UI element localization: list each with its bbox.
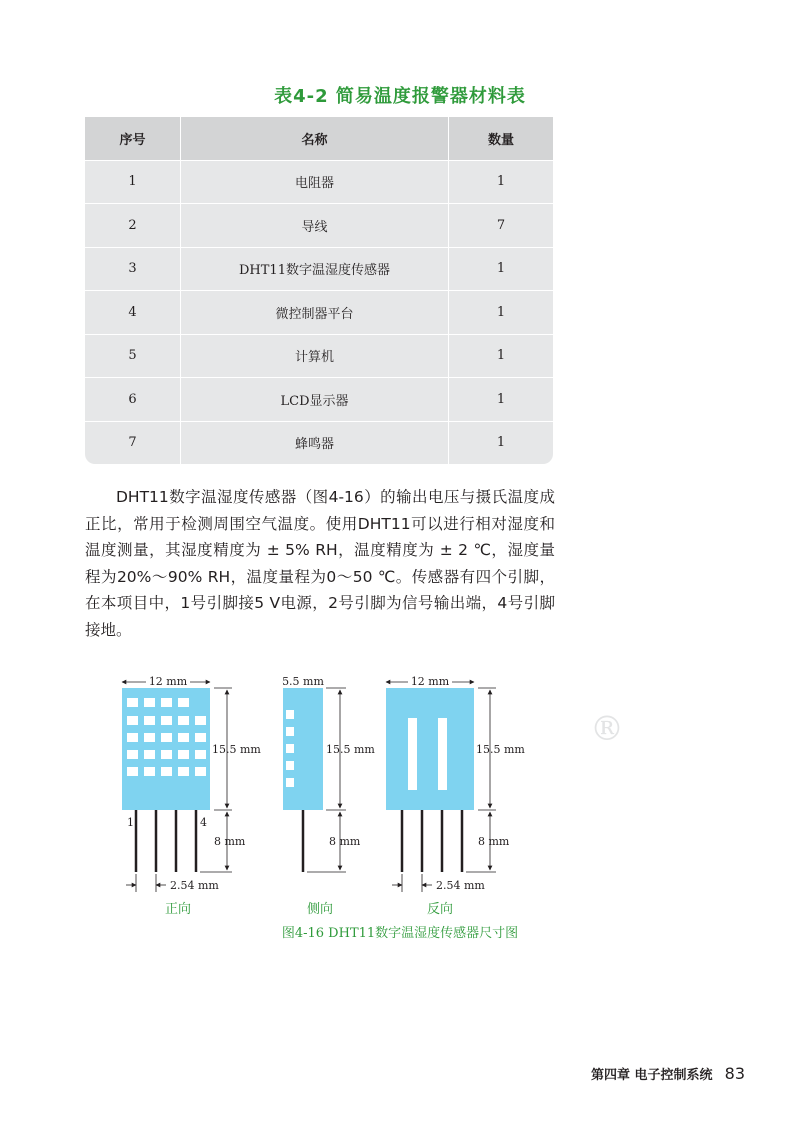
registered-mark-watermark: ® xyxy=(590,709,624,749)
front-pitch-label: 2.54 mm xyxy=(170,879,219,892)
cell-qty: 7 xyxy=(496,217,506,233)
table-row xyxy=(85,377,553,421)
figure-caption: 图4-16 DHT11数字温湿度传感器尺寸图 xyxy=(281,926,519,941)
side-pin-length-label: 8 mm xyxy=(329,835,361,848)
page-number: 83 xyxy=(724,1064,745,1083)
table-title: 表4-2 简易温度报警器材料表 xyxy=(274,86,526,107)
cell-index: 2 xyxy=(128,217,137,233)
cell-index: 1 xyxy=(128,174,137,190)
cell-qty: 1 xyxy=(496,261,506,277)
table-row xyxy=(85,290,553,334)
cell-qty: 1 xyxy=(496,435,506,451)
cell-name: 电阻器 xyxy=(180,161,449,204)
cell-name: DHT11数字温湿度传感器 xyxy=(180,248,449,291)
body-paragraph: DHT11数字温湿度传感器（图4-16）的输出电压与摄氏温度成正比，常用于检测周围空气温度。使用DHT11可以进行相对湿度和温度测量，其湿度精度为 ± 5% RH，温度精度为 ± 2 ℃，湿度量程为20%～90% RH，温度量程为0～50 ℃。传感器有四个引脚，在本项目中，1号引脚接5 V电源，2号引脚为信号输出端，4号引脚接地。 xyxy=(85,488,555,639)
cell-name: 导线 xyxy=(180,204,449,247)
cell-index: 7 xyxy=(128,435,137,451)
back-view-label: 反向 xyxy=(426,902,454,917)
cell-qty: 1 xyxy=(496,391,506,407)
cell-qty: 1 xyxy=(496,348,506,364)
page-footer xyxy=(591,1064,745,1083)
table-row xyxy=(85,421,553,465)
front-pins xyxy=(136,810,196,872)
back-height-label: 15.5 mm xyxy=(476,743,525,756)
cell-name: 蜂鸣器 xyxy=(180,422,449,465)
back-slot-right xyxy=(438,718,447,790)
table-header-row xyxy=(85,117,553,160)
cell-name: LCD显示器 xyxy=(180,378,449,421)
materials-table xyxy=(85,117,553,464)
cell-index: 5 xyxy=(128,348,137,364)
cell-qty: 1 xyxy=(496,174,506,190)
cell-index: 6 xyxy=(128,391,137,407)
front-height-label: 15.5 mm xyxy=(212,743,261,756)
table-row xyxy=(85,334,553,378)
cell-index: 4 xyxy=(128,304,137,320)
header-index: 序号 xyxy=(119,132,146,148)
cell-qty: 1 xyxy=(496,304,506,320)
front-pin-length-label: 8 mm xyxy=(214,835,246,848)
chapter-title: 第四章 电子控制系统 xyxy=(590,1068,713,1083)
back-sensor-body xyxy=(386,688,474,810)
front-view-label: 正向 xyxy=(164,902,192,917)
table-row xyxy=(85,203,553,247)
pin1-label: 1 xyxy=(127,816,134,829)
table-row xyxy=(85,247,553,291)
cell-name: 计算机 xyxy=(180,335,449,378)
cell-name: 微控制器平台 xyxy=(180,291,449,334)
back-width-label: 12 mm xyxy=(410,675,450,688)
sensor-dimension-figure xyxy=(100,660,624,950)
back-pin-length-label: 8 mm xyxy=(478,835,510,848)
table-row xyxy=(85,160,553,204)
back-pins xyxy=(402,810,462,872)
back-pitch-label: 2.54 mm xyxy=(436,879,485,892)
back-slot-left xyxy=(408,718,417,790)
pin4-label: 4 xyxy=(200,816,207,829)
header-name: 名称 xyxy=(180,117,449,160)
header-qty: 数量 xyxy=(487,132,514,148)
side-view-label: 侧向 xyxy=(306,902,334,917)
cell-index: 3 xyxy=(128,261,137,277)
side-height-label: 15.5 mm xyxy=(326,743,375,756)
front-width-label: 12 mm xyxy=(148,675,188,688)
side-width-label: 5.5 mm xyxy=(282,675,324,688)
